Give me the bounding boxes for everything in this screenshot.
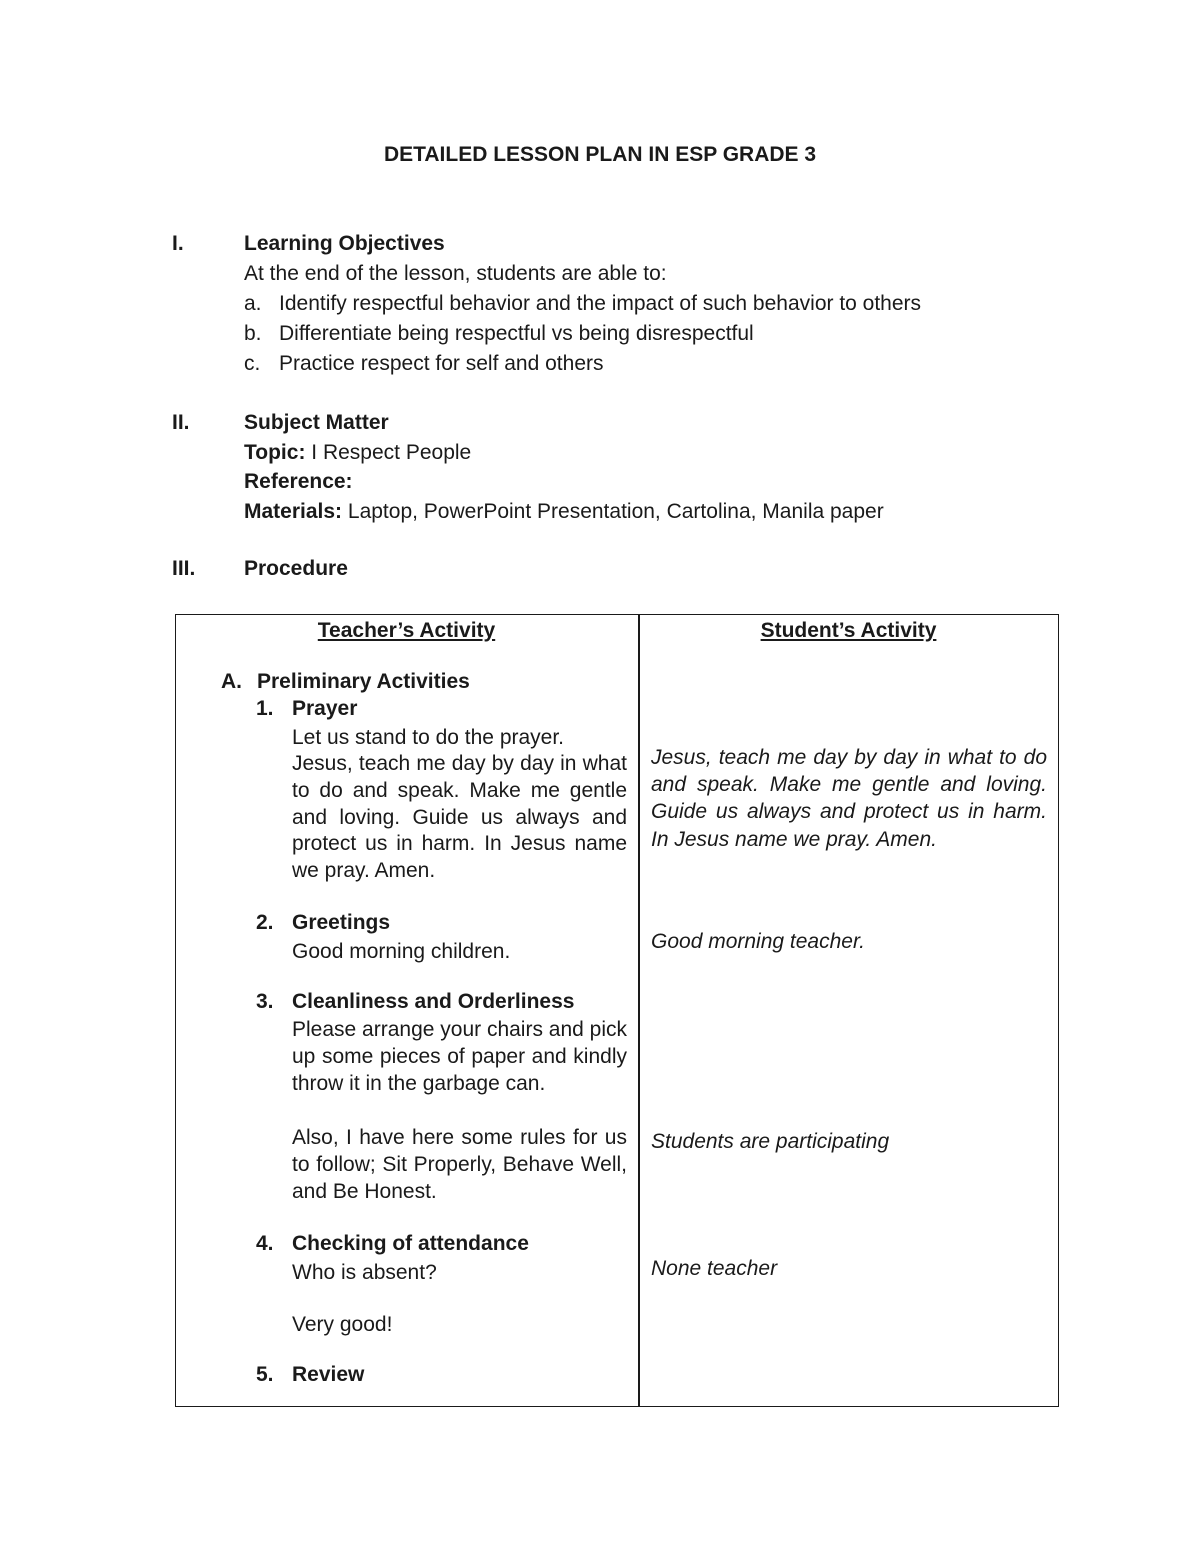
attendance-teacher-praise: Very good! (292, 1313, 393, 1336)
prayer-student-text: Jesus, teach me day by day in what to do and speak. Make me gentle and loving. Guide us always and protect us in harm. In Jesus name we pray. Amen. (651, 746, 1047, 851)
objective-letter: a. (244, 292, 262, 315)
section-heading-objectives: Learning Objectives (244, 232, 445, 255)
objective-text: Practice respect for self and others (279, 352, 604, 375)
section-number-procedure: III. (172, 557, 196, 580)
section-number-subject: II. (172, 411, 190, 434)
group-title: Preliminary Activities (257, 670, 470, 693)
topic-value: I Respect People (311, 441, 472, 464)
item-number: 2. (256, 911, 274, 934)
materials-line (244, 500, 884, 524)
group-letter: A. (221, 670, 242, 693)
item-title-cleanliness: Cleanliness and Orderliness (292, 990, 575, 1013)
objective-item (244, 322, 754, 346)
item-number: 4. (256, 1232, 274, 1255)
materials-value: Laptop, PowerPoint Presentation, Cartolina, Manila paper (347, 500, 884, 523)
item-number: 1. (256, 697, 274, 720)
teacher-activity-header: Teacher’s Activity (317, 619, 496, 642)
item-number: 5. (256, 1363, 274, 1386)
section-heading-subject: Subject Matter (244, 411, 389, 434)
reference-label: Reference: (244, 470, 353, 493)
item-number: 3. (256, 990, 274, 1013)
topic-label: Topic: (244, 441, 306, 464)
objective-letter: b. (244, 322, 262, 345)
topic-line (244, 441, 471, 465)
student-activity-header: Student’s Activity (760, 619, 937, 642)
greetings-student-text: Good morning teacher. (651, 930, 866, 953)
objective-letter: c. (244, 352, 261, 375)
item-title-greetings: Greetings (292, 911, 391, 934)
section-number-objectives: I. (172, 232, 184, 255)
materials-label: Materials: (244, 500, 343, 523)
prayer-teacher-text: Jesus, teach me day by day in what to do and speak. Make me gentle and loving. Guide us always and protect us in harm. In Jesus name we pray. Amen. (292, 752, 627, 883)
attendance-teacher-question: Who is absent? (292, 1261, 437, 1284)
prayer-instruction: Let us stand to do the prayer. (292, 726, 565, 749)
objective-text: Differentiate being respectful vs being disrespectful (279, 322, 754, 345)
objectives-intro: At the end of the lesson, students are able to: (244, 262, 667, 285)
greetings-teacher-text: Good morning children. (292, 940, 511, 963)
item-title-prayer: Prayer (292, 697, 358, 720)
objective-text: Identify respectful behavior and the impact of such behavior to others (279, 292, 922, 315)
table-column-divider (638, 614, 640, 1407)
objective-item (244, 292, 921, 316)
attendance-student-text: None teacher (651, 1257, 778, 1280)
item-title-attendance: Checking of attendance (292, 1232, 529, 1255)
section-heading-procedure: Procedure (244, 557, 348, 580)
item-title-review: Review (292, 1363, 365, 1386)
cleanliness-rules-text: Also, I have here some rules for us to follow; Sit Properly, Behave Well, and Be Honest. (292, 1126, 627, 1203)
reference-line (244, 470, 353, 494)
cleanliness-teacher-text: Please arrange your chairs and pick up some pieces of paper and kindly throw it in the garbage can. (292, 1018, 628, 1095)
page-title: DETAILED LESSON PLAN IN ESP GRADE 3 (383, 143, 817, 166)
objective-item (244, 352, 604, 376)
cleanliness-student-text: Students are participating (651, 1130, 890, 1153)
